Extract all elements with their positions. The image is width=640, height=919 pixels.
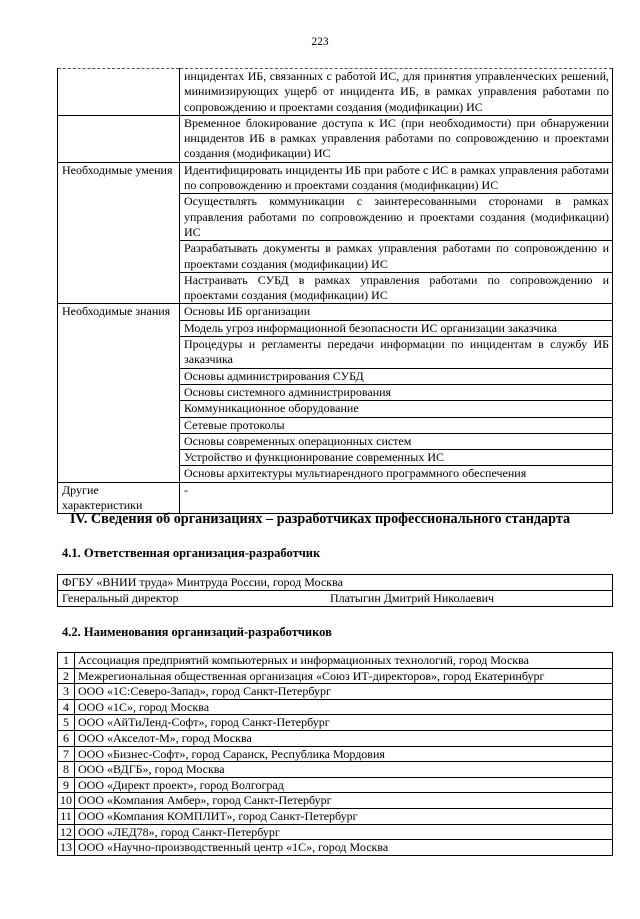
knowledge-item: Основы современных операционных систем [180,433,613,449]
skill-item: Идентифицировать инциденты ИБ при работе с ИС в рамках управления работами по сопровождению и проектами создания (модификации) ИС [180,162,613,194]
developer-number: 8 [58,762,75,778]
developer-name: Межрегиональная общественная организация «Союз ИТ-директоров», город Екатеринбург [75,668,613,684]
table-row [58,482,613,514]
table-row [58,777,613,793]
developer-number: 10 [58,793,75,809]
developer-name: Ассоциация предприятий компьютерных и информационных технологий, город Москва [75,653,613,669]
table-row [58,304,613,320]
knowledge-item: Процедуры и регламенты передачи информации по инцидентам в службу ИБ заказчика [180,337,613,369]
table-row [58,699,613,715]
table-row [58,840,613,856]
developers-heading: 4.2. Наименования организаций-разработчиков [62,625,332,639]
developer-name: ООО «АйТиЛенд-Софт», город Санкт-Петербург [75,715,613,731]
developer-name: ООО «Акселот-М», город Москва [75,730,613,746]
knowledge-item: Основы системного администрирования [180,384,613,400]
developer-number: 5 [58,715,75,731]
table-cell-empty [58,69,180,116]
skill-item: Настраивать СУБД в рамках управления работами по сопровождению и проектами создания (модификации) ИС [180,272,613,304]
skills-label: Необходимые умения [58,162,180,304]
continued-cell: инцидентах ИБ, связанных с работой ИС, для принятия управленческих решений, минимизирующих ущерб от инцидента ИБ, в рамках управления работами по сопровождению и проектами создания (модификации) ИС [180,69,613,116]
developer-number: 7 [58,746,75,762]
skill-item: Осуществлять коммуникации с заинтересованными сторонами в рамках управления работами по сопровождению и проектами создания (модификации) ИС [180,194,613,241]
table-row [58,808,613,824]
developer-number: 13 [58,840,75,856]
table-row [58,115,613,162]
table-row [58,69,613,116]
table-row [58,591,613,607]
director-cell [58,591,613,607]
knowledge-item: Основы архитектуры мультиарендного программного обеспечения [180,466,613,482]
table-cell-empty [58,115,180,162]
table-row [58,715,613,731]
table-row [58,762,613,778]
responsible-heading: 4.1. Ответственная организация-разработчик [62,546,321,560]
other-characteristics-label: Другие характеристики [58,482,180,514]
knowledge-item: Коммуникационное оборудование [180,401,613,417]
developer-name: ООО «Бизнес-Софт», город Саранск, Республика Мордовия [75,746,613,762]
table-row [58,824,613,840]
knowledge-item: Основы администрирования СУБД [180,368,613,384]
responsible-org: ФГБУ «ВНИИ труда» Минтруда России, город Москва [58,575,613,591]
table-row [58,575,613,591]
developer-number: 12 [58,824,75,840]
table-row [58,746,613,762]
developer-number: 2 [58,668,75,684]
developer-name: ООО «ВДГБ», город Москва [75,762,613,778]
developer-number: 1 [58,653,75,669]
developer-name: ООО «1С:Северо-Запад», город Санкт-Петербург [75,684,613,700]
developer-name: ООО «Компания КОМПЛИТ», город Санкт-Петербург [75,808,613,824]
page-number: 223 [311,36,329,48]
table-row [58,668,613,684]
director-name: Платыгин Дмитрий Николаевич [330,591,495,605]
developer-name: ООО «Компания Амбер», город Санкт-Петербург [75,793,613,809]
table-row [58,730,613,746]
skill-item: Разрабатывать документы в рамках управления работами по сопровождению и проектами создания (модификации) ИС [180,241,613,273]
section-title: IV. Сведения об организациях – разработчиках профессионального стандарта [69,511,571,527]
director-title: Генеральный директор [62,591,179,605]
other-characteristics-value: - [180,482,613,514]
developer-number: 11 [58,808,75,824]
developers-table [57,652,613,856]
developer-name: ООО «1С», город Москва [75,699,613,715]
responsible-org-table [57,574,613,607]
developer-number: 4 [58,699,75,715]
table-row [58,793,613,809]
knowledge-item: Модель угроз информационной безопасности ИС организации заказчика [180,320,613,336]
table-row [58,653,613,669]
knowledge-label: Необходимые знания [58,304,180,482]
developer-name: ООО «Научно-производственный центр «1С», город Москва [75,840,613,856]
knowledge-item: Основы ИБ организации [180,304,613,320]
developer-number: 3 [58,684,75,700]
developer-name: ООО «Директ проект», город Волгоград [75,777,613,793]
continued-cell: Временное блокирование доступа к ИС (при необходимости) при обнаружении инцидентов ИБ в рамках управления работами по сопровождению и проектами создания (модификации) ИС [180,115,613,162]
developer-name: ООО «ЛЕД78», город Санкт-Петербург [75,824,613,840]
knowledge-item: Сетевые протоколы [180,417,613,433]
developer-number: 6 [58,730,75,746]
knowledge-item: Устройство и функционирование современных ИС [180,450,613,466]
table-row [58,162,613,194]
table-row [58,684,613,700]
skills-table [57,68,613,514]
developer-number: 9 [58,777,75,793]
